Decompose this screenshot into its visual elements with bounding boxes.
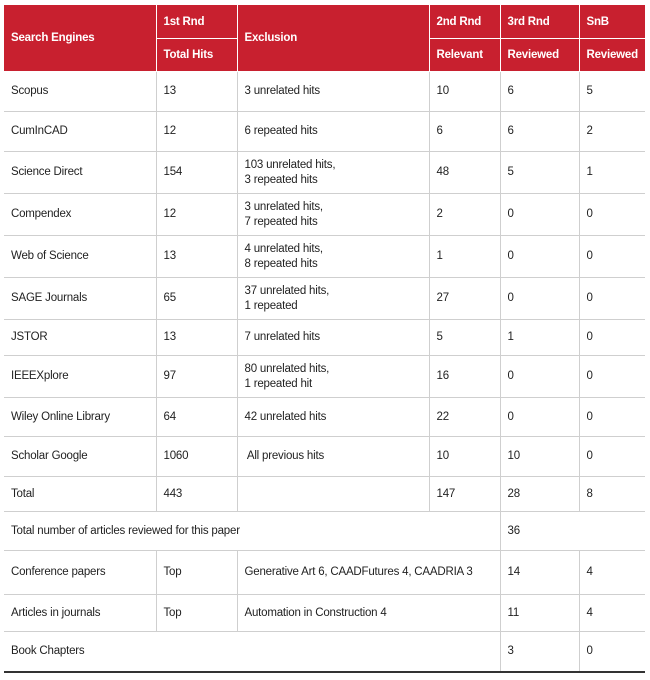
cell-snb: 0 [579,437,645,477]
cell-hits: 154 [156,152,237,194]
exclusion-line: 1 repeated hit [244,377,313,390]
cell-relevant: 48 [429,152,500,194]
conference-reviewed: 14 [500,551,579,595]
exclusion-line: All previous hits [244,450,324,462]
exclusion-line: 3 repeated hits [244,173,318,186]
cell-snb: 0 [579,320,645,356]
cell-snb: 0 [579,398,645,437]
book-reviewed: 3 [500,632,579,672]
cell-exclusion [237,72,429,112]
search-results-table [4,5,645,673]
cell-exclusion [237,437,429,477]
journals-label: Articles in journals [4,595,156,632]
cell-relevant: 10 [429,72,500,112]
exclusion-line: 6 repeated hits [244,125,318,137]
header-3rd-rnd: 3rd Rnd [500,5,579,39]
table-row [4,72,645,112]
cell-engine: Scholar Google [4,437,156,477]
exclusion-line: 80 unrelated hits, [244,362,330,375]
cell-exclusion [237,398,429,437]
exclusion-line: 1 repeated [244,299,298,312]
table-row [4,398,645,437]
cell-snb: 0 [579,236,645,278]
cell-relevant: 22 [429,398,500,437]
journals-reviewed: 11 [500,595,579,632]
header-row-1 [4,5,645,39]
exclusion-line: 8 repeated hits [244,257,318,270]
cell-engine: SAGE Journals [4,278,156,320]
table-row [4,278,645,320]
cell-relevant: 5 [429,320,500,356]
total-articles-row [4,512,645,551]
total-articles-label: Total number of articles reviewed for this paper [4,512,500,551]
cell-engine: Science Direct [4,152,156,194]
total-exclusion-empty [237,477,429,512]
exclusion-line: 7 unrelated hits [244,331,320,343]
table-row [4,152,645,194]
total-snb: 8 [579,477,645,512]
total-articles-value: 36 [500,512,645,551]
cell-engine: Scopus [4,72,156,112]
header-exclusion: Exclusion [237,5,429,72]
cell-engine: Compendex [4,194,156,236]
cell-reviewed: 1 [500,320,579,356]
cell-engine: Web of Science [4,236,156,278]
cell-exclusion [237,194,429,236]
cell-hits: 13 [156,236,237,278]
total-row [4,477,645,512]
exclusion-line: 3 unrelated hits, [244,200,323,213]
cell-relevant: 10 [429,437,500,477]
cell-relevant: 6 [429,112,500,152]
book-snb: 0 [579,632,645,672]
exclusion-line: 42 unrelated hits [244,410,327,423]
table-row [4,194,645,236]
cell-exclusion [237,320,429,356]
cell-reviewed: 0 [500,236,579,278]
cell-engine: IEEEXplore [4,356,156,398]
cell-snb: 1 [579,152,645,194]
cell-hits: 13 [156,320,237,356]
cell-snb: 0 [579,356,645,398]
exclusion-line: 37 unrelated hits, [244,284,330,297]
cell-hits: 12 [156,194,237,236]
cell-reviewed: 5 [500,152,579,194]
cell-reviewed: 0 [500,398,579,437]
cell-hits: 64 [156,398,237,437]
conference-snb: 4 [579,551,645,595]
exclusion-line: 3 unrelated hits [244,85,320,97]
journals-row [4,595,645,632]
cell-relevant: 1 [429,236,500,278]
cell-hits: 97 [156,356,237,398]
header-2nd-rnd: 2nd Rnd [429,5,500,39]
conference-exclusion: Generative Art 6, CAADFutures 4, CAADRIA 3 [237,551,500,595]
cell-hits: 1060 [156,437,237,477]
cell-exclusion [237,152,429,194]
cell-snb: 2 [579,112,645,152]
cell-relevant: 2 [429,194,500,236]
cell-snb: 0 [579,194,645,236]
header-reviewed-snb: Reviewed [579,39,645,72]
cell-reviewed: 6 [500,72,579,112]
conference-row [4,551,645,595]
table-row [4,112,645,152]
cell-relevant: 16 [429,356,500,398]
conference-hits: Top [156,551,237,595]
cell-reviewed: 0 [500,356,579,398]
cell-reviewed: 10 [500,437,579,477]
cell-engine: CumInCAD [4,112,156,152]
header-total-hits: Total Hits [156,39,237,72]
exclusion-line: 4 unrelated hits, [244,242,323,255]
cell-exclusion [237,278,429,320]
cell-snb: 0 [579,278,645,320]
cell-reviewed: 0 [500,278,579,320]
cell-exclusion [237,356,429,398]
conference-label: Conference papers [4,551,156,595]
header-reviewed-3rd: Reviewed [500,39,579,72]
total-hits: 443 [156,477,237,512]
header-1st-rnd: 1st Rnd [156,5,237,39]
cell-snb: 5 [579,72,645,112]
total-relevant: 147 [429,477,500,512]
journals-exclusion: Automation in Construction 4 [237,595,500,632]
cell-hits: 65 [156,278,237,320]
cell-hits: 13 [156,72,237,112]
cell-exclusion [237,112,429,152]
book-label: Book Chapters [4,632,500,672]
header-relevant: Relevant [429,39,500,72]
header-search-engines: Search Engines [4,5,156,72]
table-container [4,5,645,673]
table-row [4,236,645,278]
cell-reviewed: 0 [500,194,579,236]
cell-reviewed: 6 [500,112,579,152]
table-row [4,356,645,398]
header-snb: SnB [579,5,645,39]
table-row [4,320,645,356]
cell-exclusion [237,236,429,278]
total-label: Total [4,477,156,512]
journals-hits: Top [156,595,237,632]
exclusion-line: 103 unrelated hits, [244,158,336,171]
book-chapters-row [4,632,645,672]
exclusion-line: 7 repeated hits [244,215,318,228]
table-row [4,437,645,477]
cell-relevant: 27 [429,278,500,320]
cell-engine: Wiley Online Library [4,398,156,437]
cell-hits: 12 [156,112,237,152]
journals-snb: 4 [579,595,645,632]
cell-engine: JSTOR [4,320,156,356]
total-reviewed: 28 [500,477,579,512]
